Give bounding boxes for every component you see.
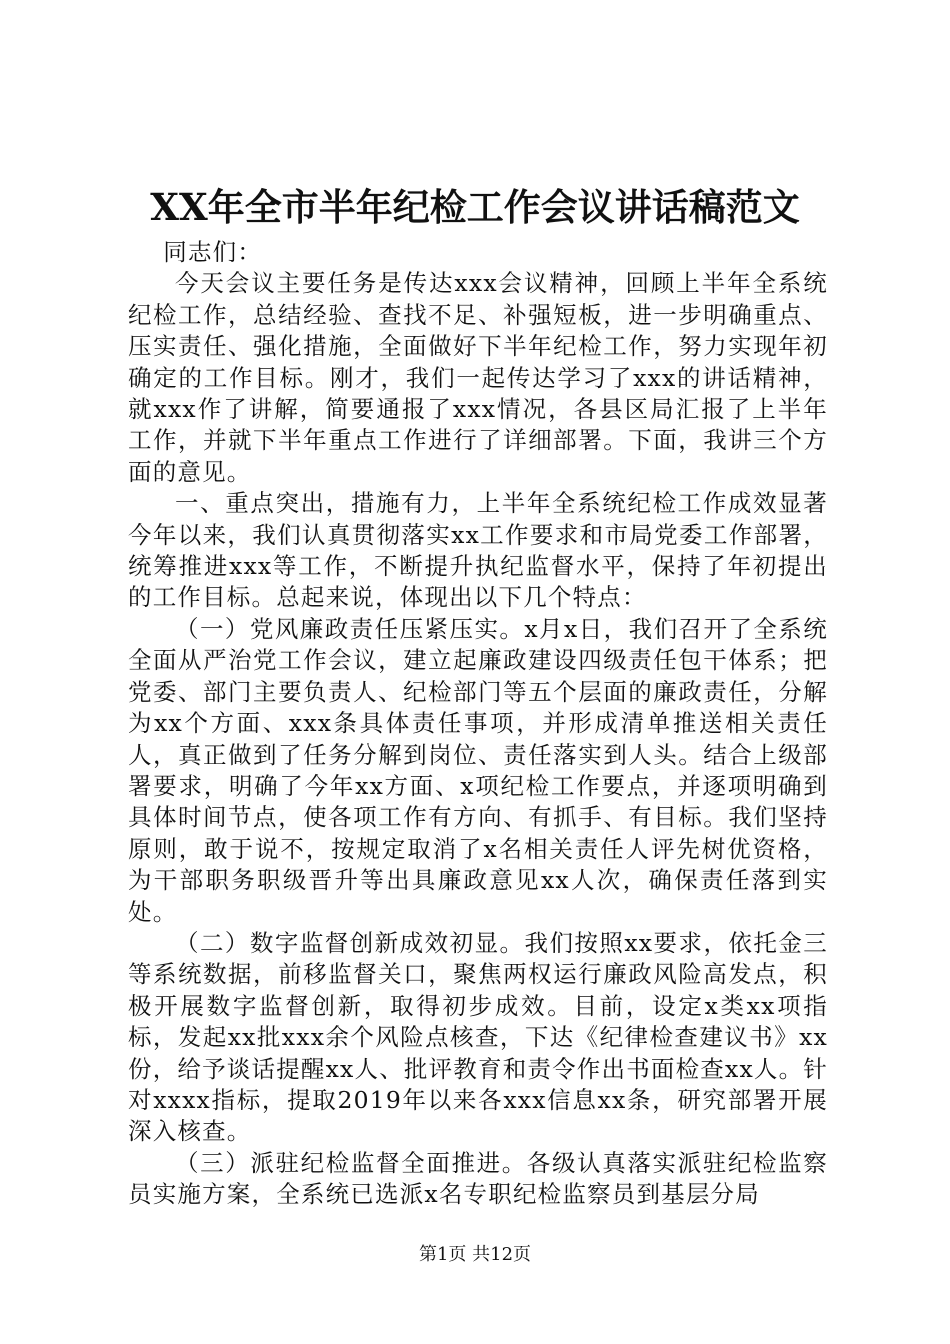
page-footer: 第1页 共12页: [418, 1244, 532, 1265]
document-body: [128, 237, 828, 1211]
paragraph-intro: 今天会议主要任务是传达xxx会议精神，回顾上半年全系统纪检工作，总结经验、查找不足、补强短板，进一步明确重点、压实责任、强化措施，全面做好下半年纪检工作，努力实现年初确定的工作目标。刚才，我们一起传达学习了xxx的讲话精神，就xxx作了讲解，简要通报了xxx情况，各县区局汇报了上半年工作，并就下半年重点工作进行了详细部署。下面，我讲三个方面的意见。: [128, 269, 828, 486]
salutation: 同志们：: [163, 238, 263, 266]
document-title: XX年全市半年纪检工作会议讲话稿范文: [150, 185, 800, 229]
paragraph-item-two: （二）数字监督创新成效初显。我们按照xx要求，依托金三等系统数据，前移监督关口，聚焦两权运行廉政风险高发点，积极开展数字监督创新，取得初步成效。目前，设定x类xx项指标，发起xx批xxx余个风险点核查，下达《纪律检查建议书》xx份，给予谈话提醒xx人、批评教育和责令作出书面检查xx人。针对xxxx指标，提取2019年以来各xxx信息xx条，研究部署开展深入核查。: [128, 928, 829, 1146]
paragraph-item-three: （三）派驻纪检监督全面推进。各级认真落实派驻纪检监察员实施方案，全系统已选派x名专职纪检监察员到基层分局: [128, 1148, 828, 1209]
paragraph-item-one: （一）党风廉政责任压紧压实。x月x日，我们召开了全系统全面从严治党工作会议，建立起廉政建设四级责任包干体系；把党委、部门主要负责人、纪检部门等五个层面的廉政责任，分解为xx个方面、xxx条具体责任事项，并形成清单推送相关责任人，真正做到了任务分解到岗位、责任落实到人头。结合上级部署要求，明确了今年xx方面、x项纪检工作要点，并逐项明确到具体时间节点，使各项工作有方向、有抓手、有目标。我们坚持原则，敢于说不，按规定取消了x名相关责任人评先树优资格，为干部职务职级晋升等出具廉政意见xx人次，确保责任落到实处。: [128, 614, 828, 926]
paragraph-section-one: 一、重点突出，措施有力，上半年全系统纪检工作成效显著今年以来，我们认真贯彻落实xx工作要求和市局党委工作部署，统筹推进xxx等工作，不断提升执纪监督水平，保持了年初提出的工作目标。总起来说，体现出以下几个特点：: [128, 489, 828, 612]
